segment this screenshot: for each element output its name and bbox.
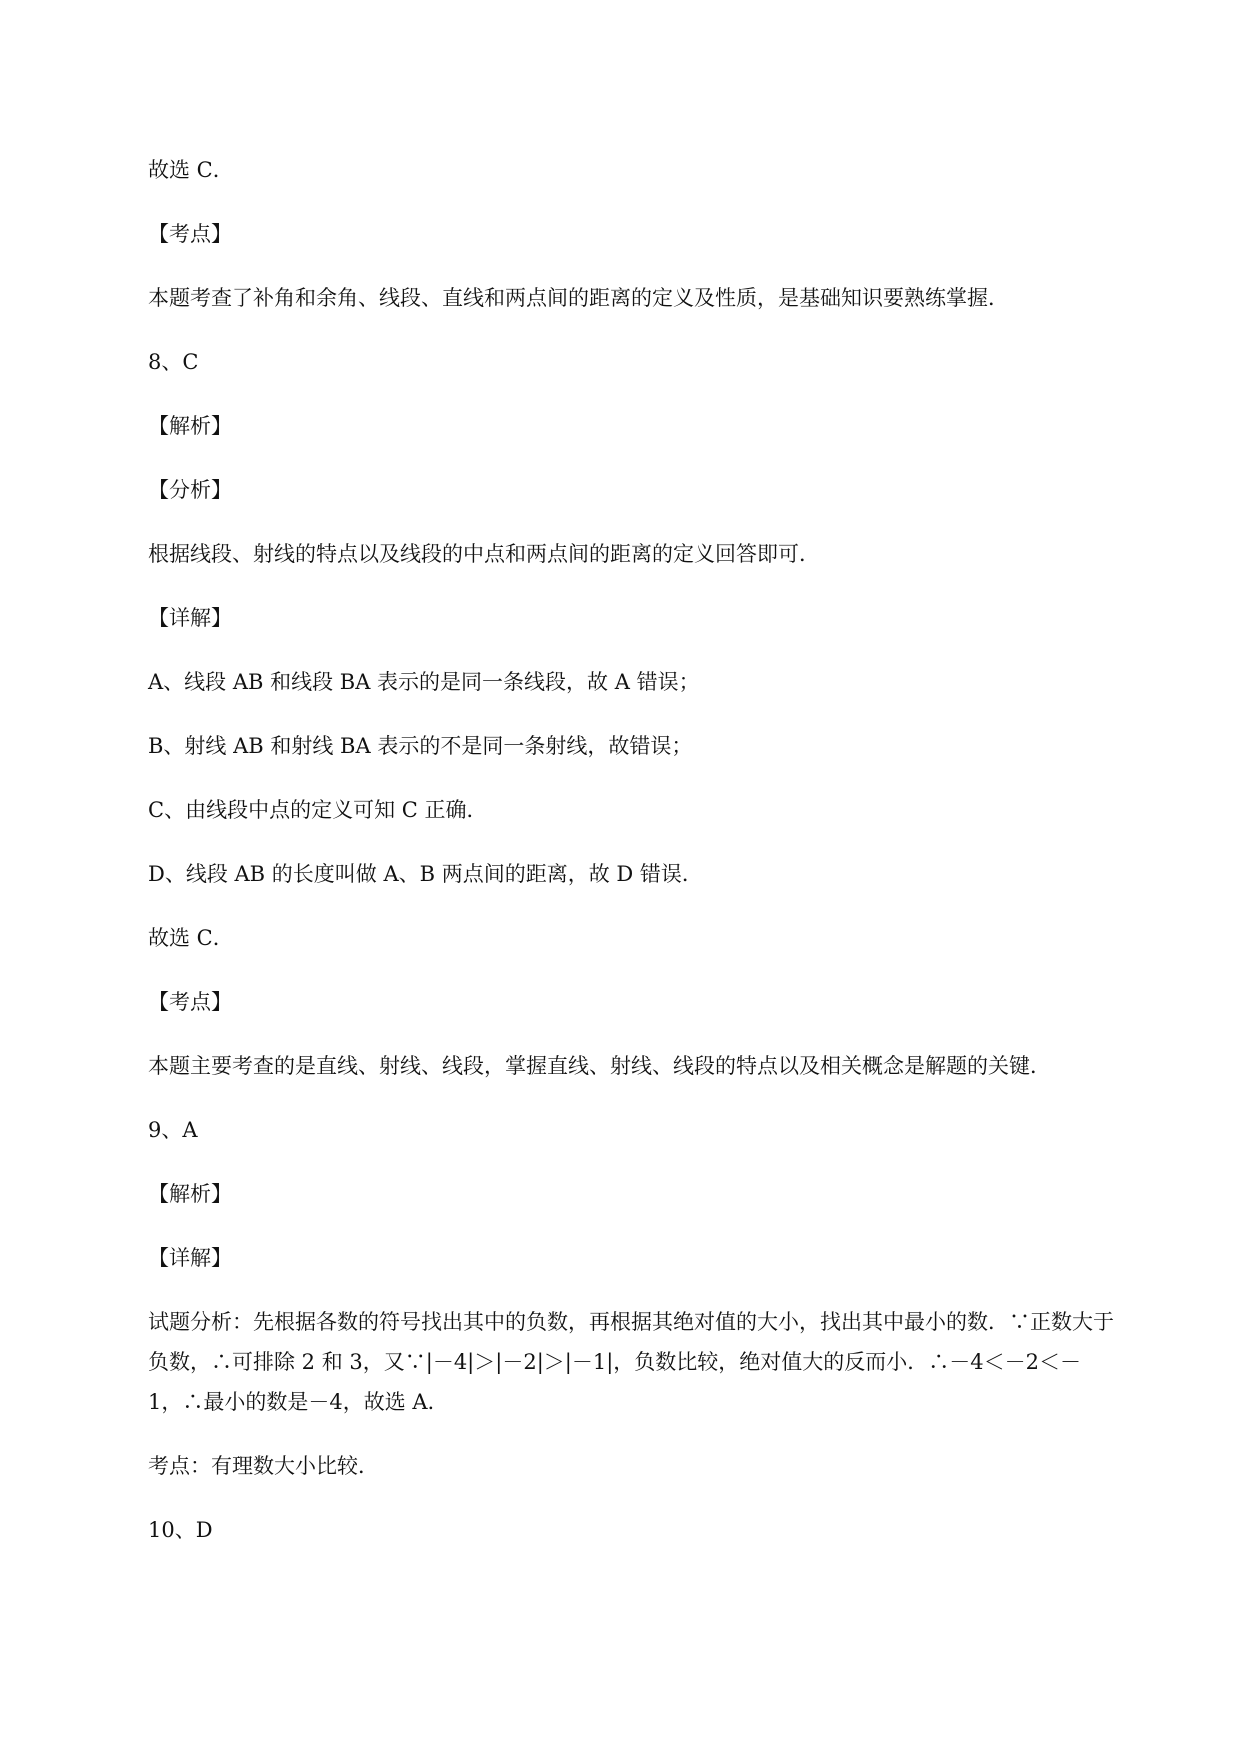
question-number: 8、C <box>148 350 199 374</box>
answer-line: 故选 C． <box>148 158 234 182</box>
section-label-jiexi: 【解析】 <box>148 1182 232 1206</box>
fenxi-text: 根据线段、射线的特点以及线段的中点和两点间的距离的定义回答即可． <box>148 542 820 566</box>
section-label-kaodian: 【考点】 <box>148 222 232 246</box>
kaodian-inline: 考点：有理数大小比较． <box>148 1454 379 1478</box>
option-c-text: C、由线段中点的定义可知 C 正确． <box>148 798 488 822</box>
kaodian-text: 本题考查了补角和余角、线段、直线和两点间的距离的定义及性质，是基础知识要熟练掌握． <box>148 286 1009 310</box>
option-d-text: D、线段 AB 的长度叫做 A、B 两点间的距离，故 D 错误． <box>148 862 703 886</box>
kaodian-text: 本题主要考查的是直线、射线、线段，掌握直线、射线、线段的特点以及相关概念是解题的关键． <box>148 1054 1051 1078</box>
section-label-kaodian: 【考点】 <box>148 990 232 1014</box>
option-a-text: A、线段 AB 和线段 BA 表示的是同一条线段，故 A 错误； <box>148 670 700 694</box>
section-label-xiangjie: 【详解】 <box>148 606 232 630</box>
section-label-xiangjie: 【详解】 <box>148 1246 232 1270</box>
analysis-paragraph <box>148 1302 1158 1422</box>
section-label-fenxi: 【分析】 <box>148 478 232 502</box>
section-label-jiexi: 【解析】 <box>148 414 232 438</box>
analysis-line: 负数，∴可排除 2 和 3，又∵|－4|＞|－2|＞|－1|，负数比较，绝对值大的反而小．∴－4＜－2＜－ <box>148 1350 1081 1374</box>
option-b-text: B、射线 AB 和射线 BA 表示的不是同一条射线，故错误； <box>148 734 693 758</box>
question-number: 10、D <box>148 1518 213 1542</box>
analysis-line: 1，∴最小的数是－4，故选 A. <box>148 1390 435 1414</box>
question-number: 9、A <box>148 1118 198 1142</box>
answer-line: 故选 C． <box>148 926 234 950</box>
analysis-line: 试题分析：先根据各数的符号找出其中的负数，再根据其绝对值的大小，找出其中最小的数．∵正数大于 <box>148 1310 1114 1334</box>
